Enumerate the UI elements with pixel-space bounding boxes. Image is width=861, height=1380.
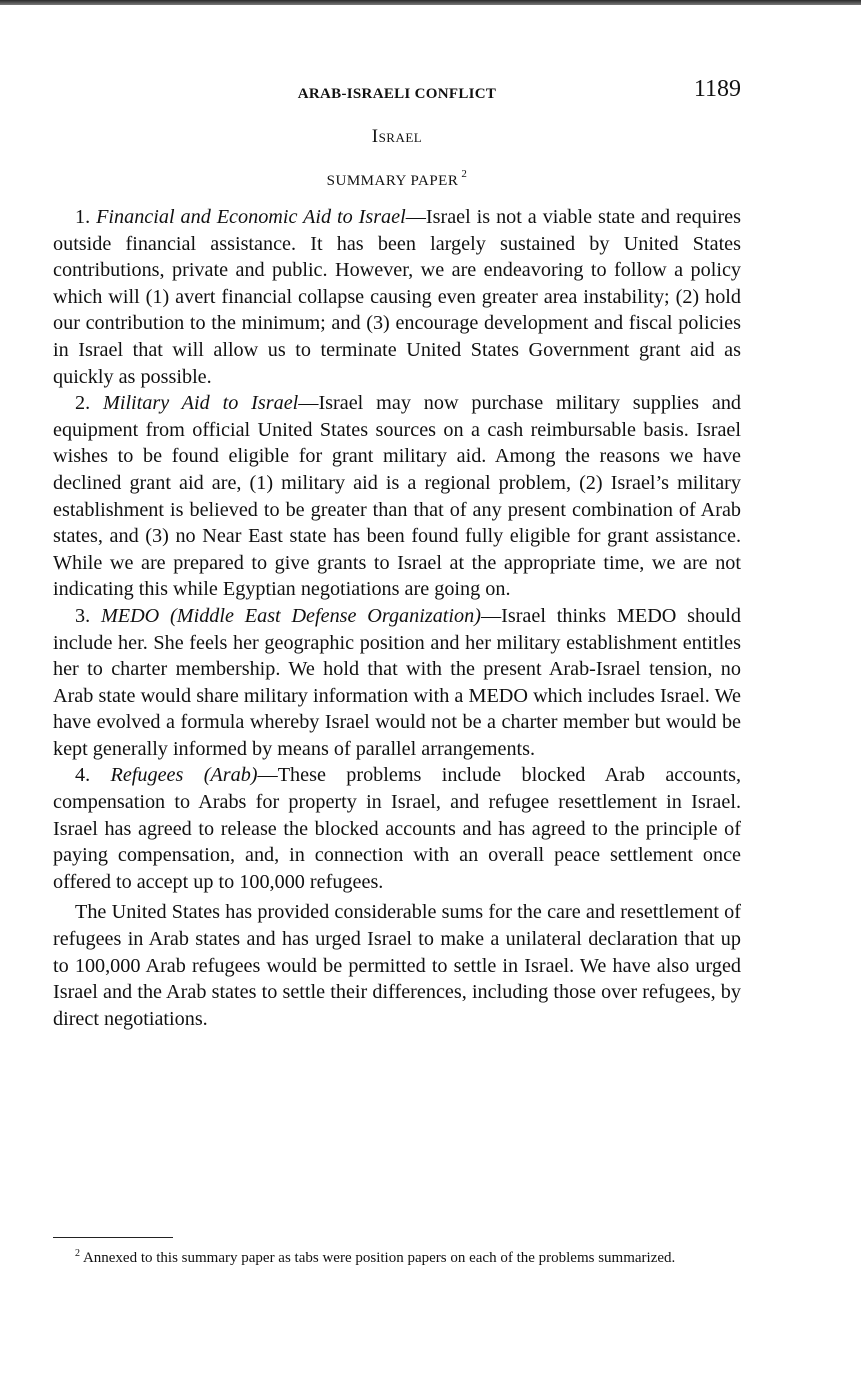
running-head: ARAB-ISRAELI CONFLICT bbox=[297, 86, 497, 102]
footnote-reference: 2 bbox=[461, 168, 468, 180]
paragraph-1 bbox=[53, 204, 741, 390]
paragraph-3 bbox=[53, 603, 741, 763]
subtitle-text: SUMMARY PAPER bbox=[326, 173, 459, 189]
page-top-edge bbox=[0, 0, 861, 5]
paragraph-4 bbox=[53, 762, 741, 895]
footnote bbox=[53, 1244, 741, 1268]
paragraph-heading: Military Aid to Israel bbox=[103, 392, 299, 415]
section-title: Israel bbox=[371, 126, 423, 147]
paragraph-text: —These problems include blocked Arab accounts, compensation to Arabs for property in Israel, and refugee resettlement in Israel. Israel has agreed to release the blocked accounts and has agreed to the principle of paying compensation, and, in connection with an overall peace settlement once offered to accept up to 100,000 refugees. bbox=[53, 764, 741, 893]
footnote-marker: 2 bbox=[75, 1248, 80, 1259]
footnote-divider bbox=[53, 1237, 173, 1238]
paragraph-number: 3. bbox=[75, 604, 91, 627]
paragraph-text: —Israel may now purchase military supplies and equipment from official United States sources on a cash reimbursable basis. Israel wishes to be found eligible for grant military aid. Among the reasons we have declined grant aid are, (1) military aid is a regional problem, (2) Israel’s military establishment is believed to be greater than that of any present combination of Arab states, and (3) no Near East state has been found fully eligible for grant assistance. While we are prepared to give grants to Israel at the appropriate time, we are not indicating this while Egyptian negotiations are going on. bbox=[53, 392, 742, 601]
closing-paragraph: The United States has provided considerable sums for the care and resettlement of refugees in Arab states and has urged Israel to make a unilateral declaration that up to 100,000 Arab refugees would be permitted to settle in Israel. We have also urged Israel and the Arab states to settle their differences, including those over refugees, by direct negotiations. bbox=[53, 901, 741, 1030]
paragraph-heading: MEDO (Middle East Defense Organization) bbox=[100, 604, 481, 627]
page-number: 1189 bbox=[693, 76, 741, 102]
paragraph-text: —Israel is not a viable state and requires outside financial assistance. It has been largely sustained by United States contributions, private and public. However, we are endeavoring to follow a policy which will (1) avert financial collapse causing even greater area instability; (2) hold our contribution to the minimum; and (3) encourage development and fiscal policies in Israel that will allow us to terminate United States Government grant aid as quickly as possible. bbox=[53, 206, 741, 388]
paragraph-2 bbox=[53, 390, 741, 603]
page-header bbox=[53, 76, 741, 110]
document-body bbox=[53, 204, 741, 1032]
paragraph-number: 4. bbox=[75, 764, 91, 787]
paragraph-number: 1. bbox=[75, 206, 91, 228]
paragraph-heading: Refugees (Arab) bbox=[110, 764, 258, 787]
paragraph-text: —Israel thinks MEDO should include her. She feels her geographic position and her military establishment entitles her to charter membership. We hold that with the present Arab-Israel tension, no Arab state would share military information with a MEDO which includes Israel. We have evolved a formula whereby Israel would not be a charter member but would be kept generally informed by means of parallel arrangements. bbox=[53, 604, 741, 760]
paragraph-number: 2. bbox=[75, 392, 91, 415]
footnote-text: Annexed to this summary paper as tabs were position papers on each of the problems summarized. bbox=[82, 1250, 676, 1266]
document-subtitle bbox=[53, 170, 741, 190]
paragraph-heading: Financial and Economic Aid to Israel bbox=[96, 206, 406, 228]
